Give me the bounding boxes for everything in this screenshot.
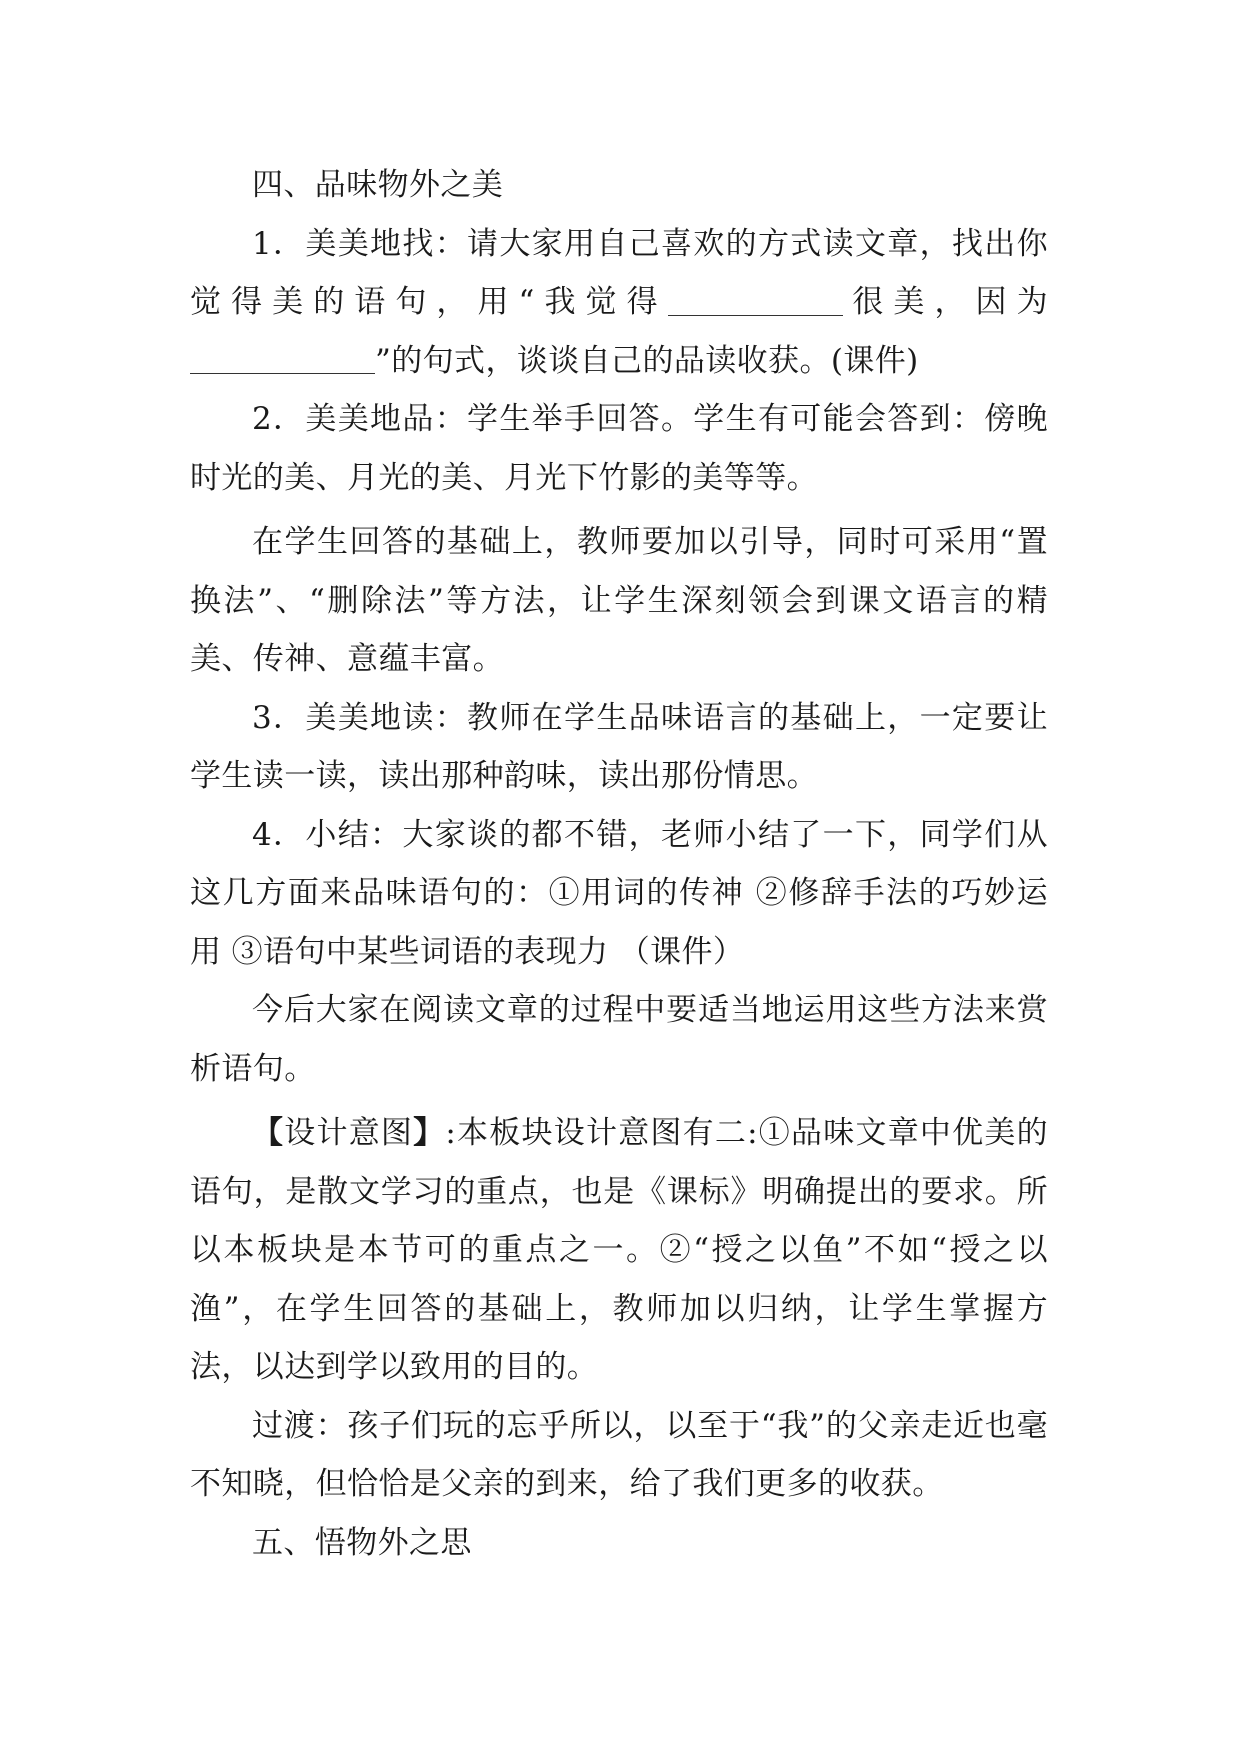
item-1-text-a: 1．美美地找：请大家用自己喜欢的方式读文章，找出你觉得美的语句，用“我觉得 — [190, 225, 1048, 320]
paragraph-item-4: 4．小结：大家谈的都不错，老师小结了一下，同学们从这几方面来品味语句的：①用词的传神 ②修辞手法的巧妙运用 ③语句中某些词语的表现力 （课件） — [190, 816, 1048, 970]
design-intent-body: :本板块设计意图有二:①品味文章中优美的语句，是散文学习的重点，也是《课标》明确提出的要求。所以本板块是本节可的重点之一。②“授之以鱼”不如“授之以渔”，在学生回答的基础上，教师加以归纳，让学生掌握方法，以达到学以致用的目的。 — [190, 1115, 1048, 1385]
paragraph-future-use: 今后大家在阅读文章的过程中要适当地运用这些方法来赏析语句。 — [190, 992, 1048, 1087]
section-heading-4: 四、品味物外之美 — [252, 167, 504, 203]
paragraph-item-2: 2．美美地品：学生举手回答。学生有可能会答到：傍晚时光的美、月光的美、月光下竹影的美等等。 — [190, 401, 1048, 496]
document-page — [190, 156, 1048, 1572]
design-intent-bracket-close: 】 — [413, 1115, 446, 1151]
section-heading-5: 五、悟物外之思 — [252, 1524, 472, 1561]
paragraph-guidance: 在学生回答的基础上，教师要加以引导，同时可采用“置换法”、“删除法”等方法，让学生深刻领会到课文语言的精美、传神、意蕴丰富。 — [190, 524, 1048, 677]
fill-blank-2 — [190, 342, 375, 374]
paragraph-item-3: 3．美美地读：教师在学生品味语言的基础上，一定要让学生读一读，读出那种韵味，读出那份情思。 — [190, 699, 1048, 794]
design-intent-label: 设计意图 — [284, 1115, 414, 1151]
paragraph-transition: 过渡：孩子们玩的忘乎所以，以至于“我”的父亲走近也毫不知晓，但恰恰是父亲的到来，给了我们更多的收获。 — [190, 1407, 1048, 1502]
item-1-text-b: 很美，因为 — [842, 284, 1048, 320]
item-1-text-c: ”的句式，谈谈自己的品读收获。(课件) — [375, 342, 919, 379]
paragraph-design-intent — [190, 1104, 1048, 1397]
paragraph-item-1 — [190, 215, 1048, 391]
design-intent-bracket-open: 【 — [252, 1115, 285, 1151]
fill-blank-1 — [668, 284, 843, 316]
